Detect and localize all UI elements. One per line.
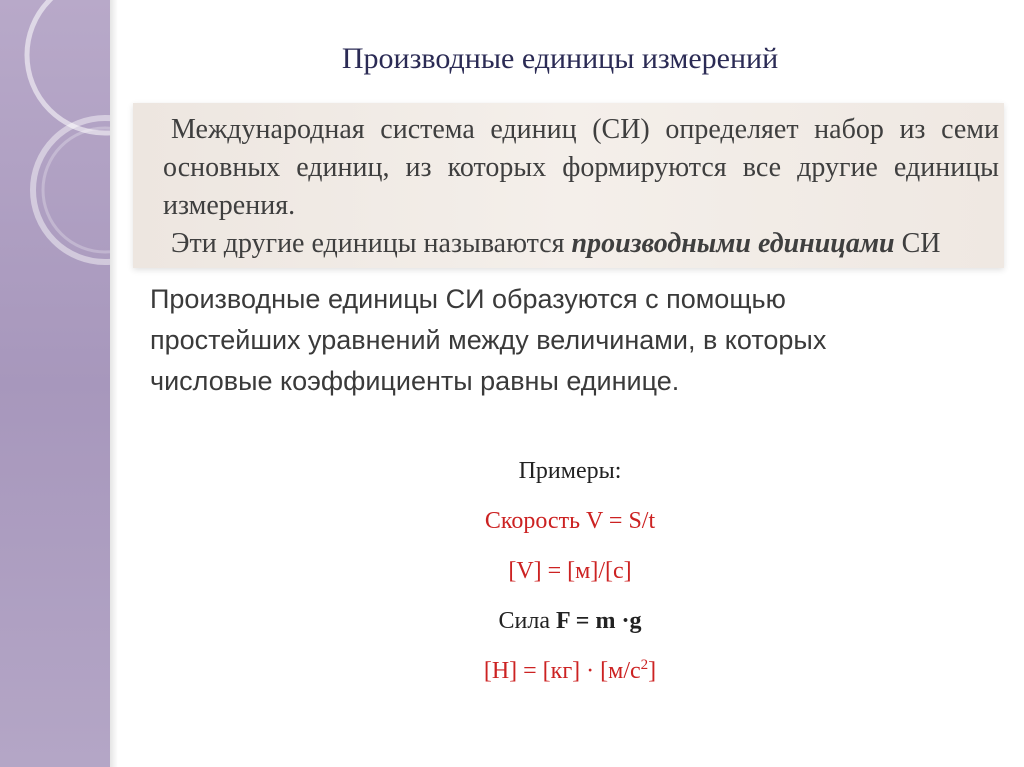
definition-text xyxy=(163,111,999,263)
definition-prefix: Эти другие единицы называются xyxy=(171,228,572,259)
force-formula-line xyxy=(380,596,760,646)
page-title: Производные единицы измерений xyxy=(341,42,779,75)
main-paragraph xyxy=(150,279,980,402)
force-units-exponent: 2 xyxy=(640,657,649,673)
force-label: Сила xyxy=(498,608,557,634)
decorative-sidebar xyxy=(0,0,110,767)
main-line-3: числовые коэффициенты равны единице. xyxy=(150,366,680,396)
force-units xyxy=(380,646,760,696)
force-formula: F = m ·g xyxy=(556,608,642,634)
main-line-2: простейших уравнений между величинами, в которых xyxy=(150,325,827,355)
speed-units: [V] = [м]/[с] xyxy=(508,558,632,584)
main-line-1: Производные единицы СИ образуются с помощью xyxy=(150,284,786,314)
definition-suffix: СИ xyxy=(894,228,941,259)
speed-formula: Скорость V = S/t xyxy=(484,508,656,534)
definition-line-2 xyxy=(163,225,999,263)
examples-block xyxy=(380,446,760,696)
definition-box xyxy=(133,103,1004,268)
examples-heading: Примеры: xyxy=(518,458,622,484)
definition-line-1: Международная система единиц (СИ) определяет набор из семи основных единиц, из которых формируются все другие единицы измерения. xyxy=(163,114,999,221)
definition-emphasis: производными единицами xyxy=(571,228,895,259)
decorative-rings-icon xyxy=(0,0,110,767)
page-edge-shadow xyxy=(110,0,118,767)
force-units-end: ] xyxy=(648,658,657,684)
force-units-text: [Н] = [кг] · [м/с xyxy=(483,658,641,684)
